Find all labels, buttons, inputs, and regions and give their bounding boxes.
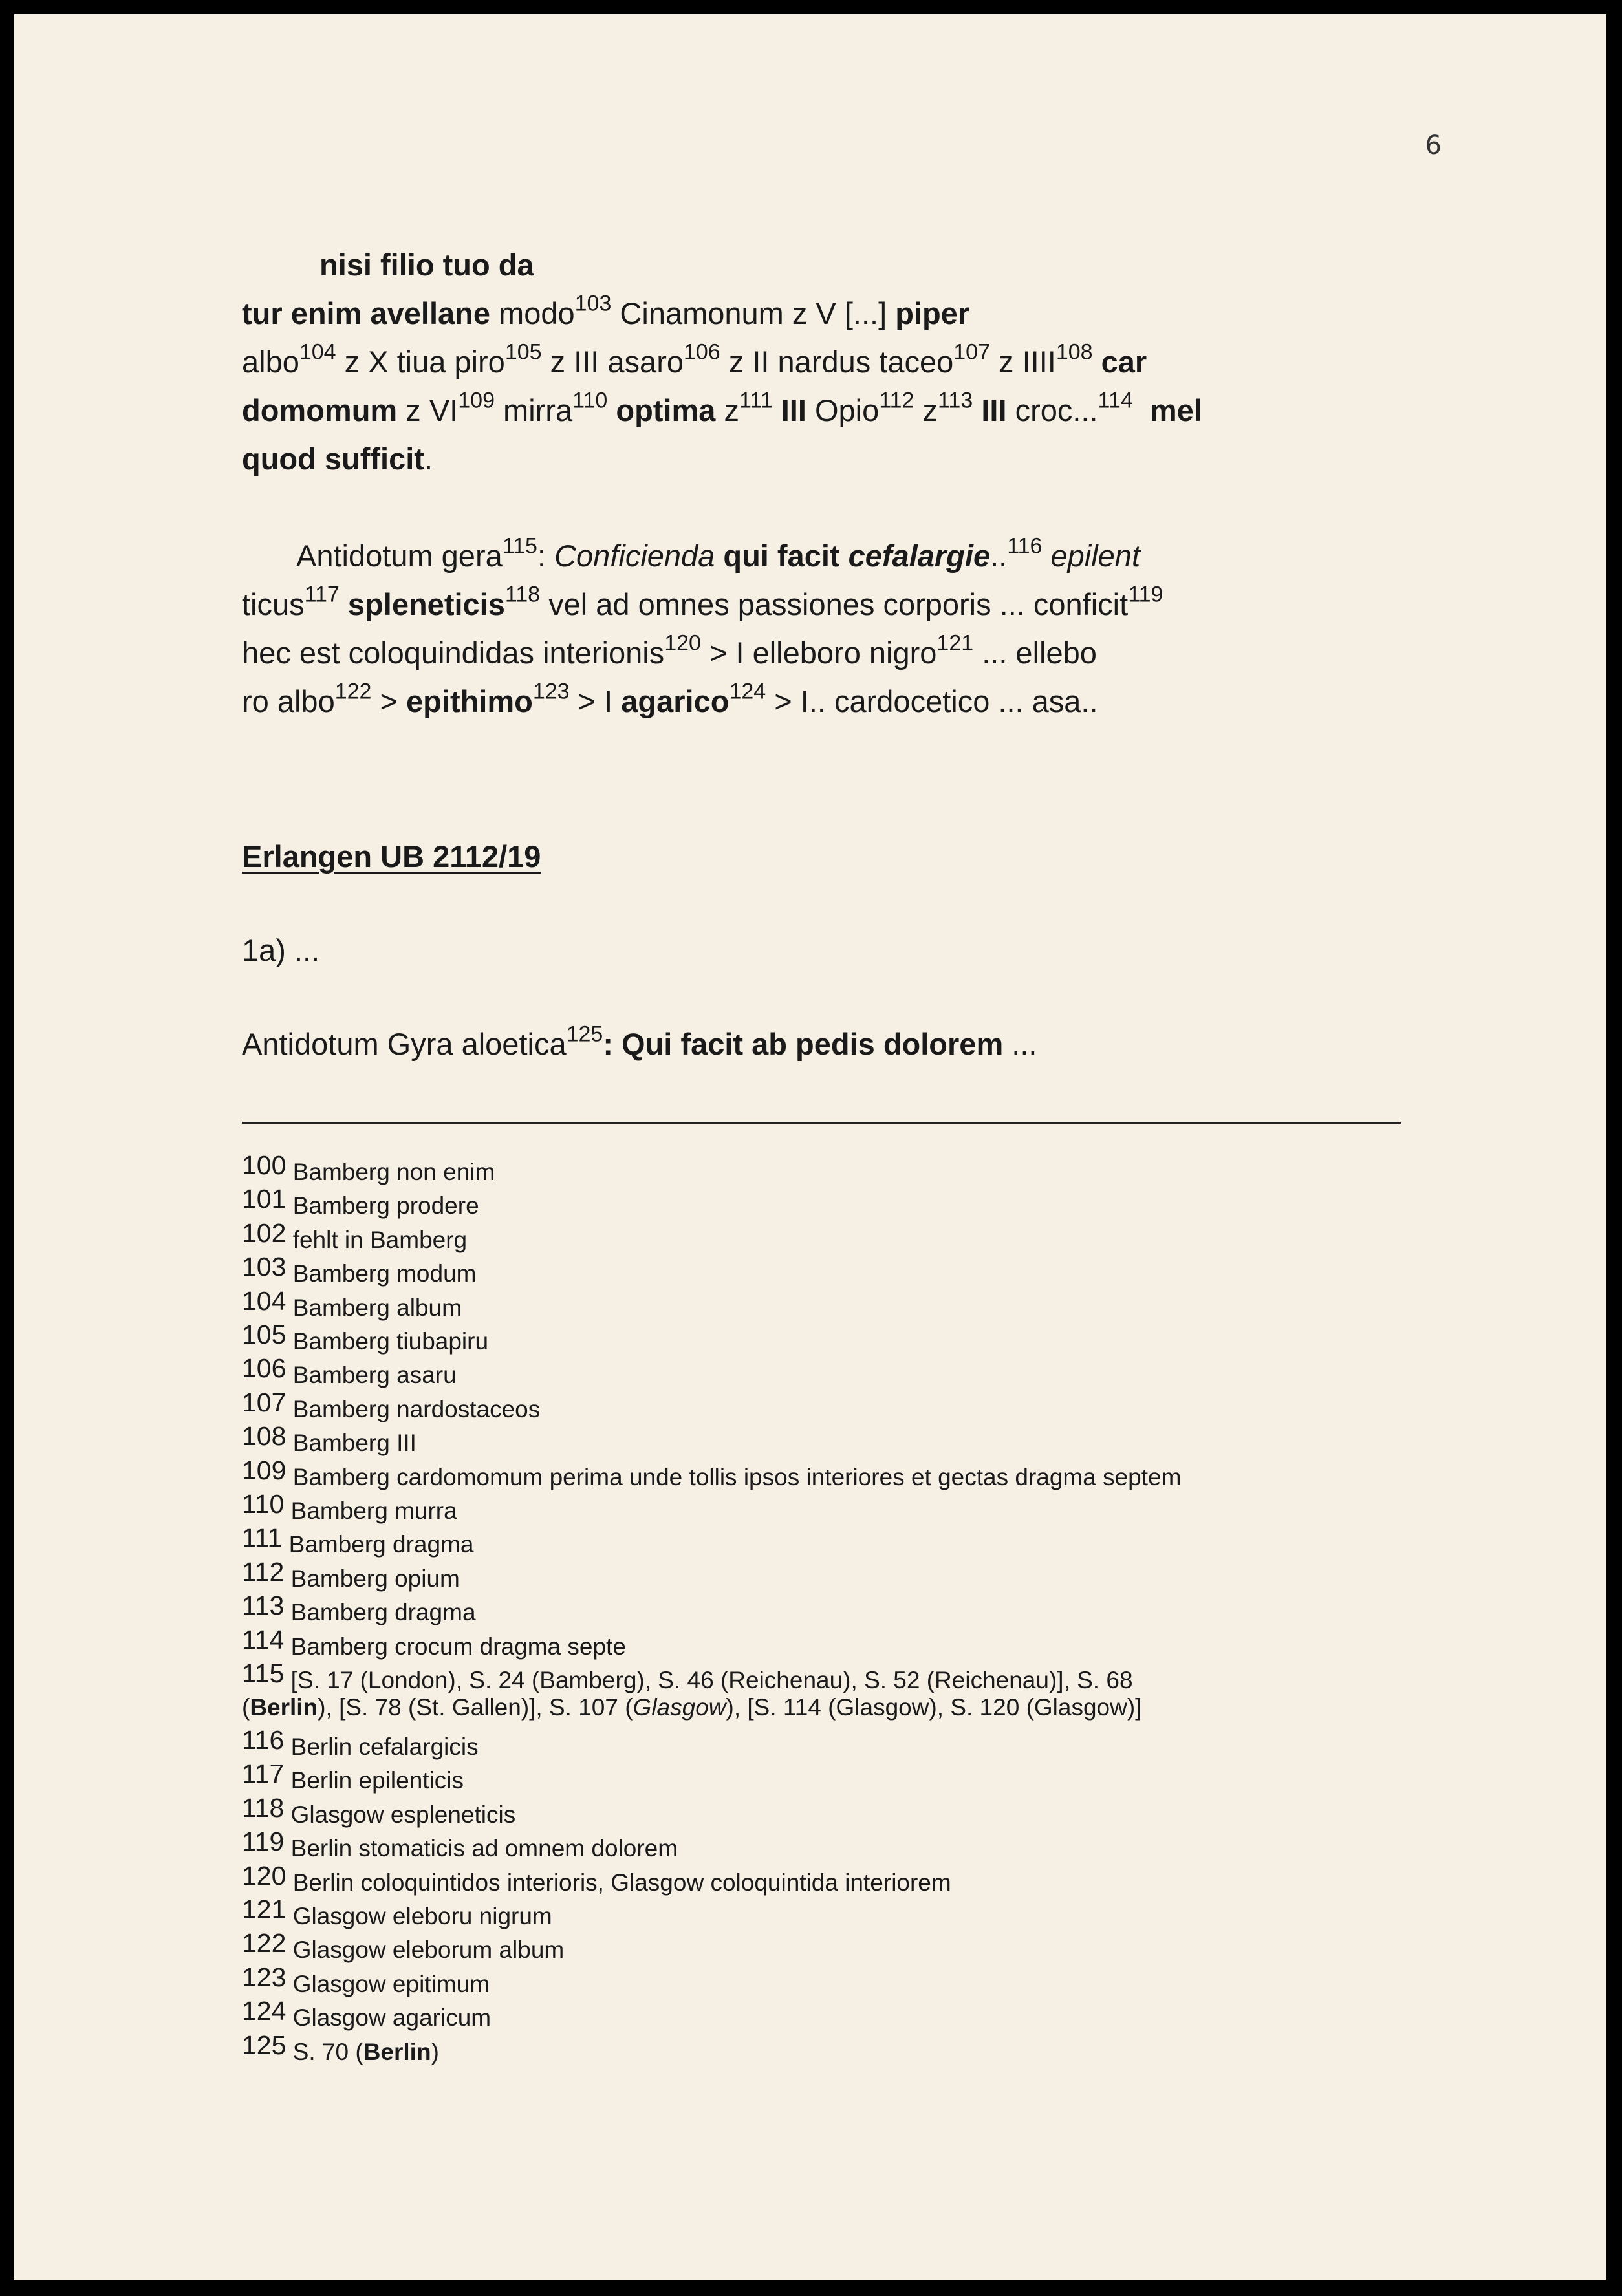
footnote-text xyxy=(284,1733,478,1760)
footnote-number: 118 xyxy=(242,1792,285,1823)
text: z IIII xyxy=(990,345,1056,379)
spacer xyxy=(242,725,1406,832)
footnote-text xyxy=(284,1565,459,1592)
bold-text: optima xyxy=(616,393,716,427)
footnote-number: 121 xyxy=(242,1894,287,1924)
page-number: 6 xyxy=(1425,131,1442,160)
footnote-number: 111 xyxy=(242,1523,283,1553)
footnote-117 xyxy=(242,1757,1438,1794)
text-line xyxy=(242,289,1406,338)
bold-text: III xyxy=(981,393,1007,427)
footnote-text-content: Berlin stomaticis ad omnem dolorem xyxy=(290,1835,678,1862)
footnote-ref[interactable]: 117 xyxy=(304,582,340,607)
footnote-number: 108 xyxy=(242,1421,287,1452)
footnote-number: 101 xyxy=(242,1184,287,1214)
footnote-text xyxy=(286,1362,456,1388)
text: ticus xyxy=(242,587,305,621)
footnote-text xyxy=(286,1971,490,1997)
footnote-112 xyxy=(242,1556,1438,1592)
footnote-ref[interactable]: 110 xyxy=(572,388,608,413)
footnote-text-content: Glasgow eleboru nigrum xyxy=(292,1902,552,1929)
text: : xyxy=(537,539,555,573)
text-line xyxy=(242,580,1406,628)
text: mirra xyxy=(494,393,573,427)
footnote-number: 125 xyxy=(242,2030,287,2060)
text: Antidotum Gyra aloetica xyxy=(242,1027,567,1061)
text xyxy=(607,393,616,427)
footnote-text xyxy=(286,2039,438,2065)
footnote-text xyxy=(284,1835,678,1861)
footnote-text xyxy=(286,1464,1181,1490)
footnote-text-content: S. 70 ( xyxy=(292,2038,363,2065)
footnote-ref[interactable]: 116 xyxy=(1007,533,1043,559)
footnote-number: 116 xyxy=(242,1724,285,1755)
footnote-text-content: Bamberg cardomomum perima unde tollis ipsos interiores et gectas dragma septem xyxy=(292,1463,1182,1490)
footnote-124 xyxy=(242,1995,1438,2032)
text xyxy=(840,539,849,573)
text xyxy=(1093,345,1101,379)
footnote-text xyxy=(286,1396,540,1422)
footnote-text-content: fehlt in Bamberg xyxy=(292,1226,468,1253)
footnote-121 xyxy=(242,1893,1438,1927)
text-line xyxy=(242,338,1406,386)
footnote-text xyxy=(286,2004,491,2031)
text: croc... xyxy=(1006,393,1098,427)
text: albo xyxy=(242,345,299,379)
footnote-number: 115 xyxy=(242,1658,285,1689)
footnote-text-content: Bamberg dragma xyxy=(290,1599,476,1626)
footnote-ref[interactable]: 119 xyxy=(1128,582,1163,607)
footnote-number: 117 xyxy=(242,1759,285,1789)
footnote-ref[interactable]: 112 xyxy=(879,388,914,413)
footnote-100 xyxy=(242,1149,1438,1183)
footnote-ref[interactable]: 103 xyxy=(574,291,612,316)
footnote-text-content: Berlin epilenticis xyxy=(290,1767,464,1794)
footnote-text xyxy=(284,1497,457,1524)
document-page xyxy=(14,14,1606,2280)
italic-text: epilent xyxy=(1050,539,1140,573)
text-line xyxy=(242,677,1406,725)
footnote-ref[interactable]: 106 xyxy=(683,339,720,365)
footnote-119 xyxy=(242,1825,1438,1862)
bold-text: Qui facit ab pedis dolorem xyxy=(622,1027,1004,1061)
text-line xyxy=(242,435,1406,483)
footnote-107 xyxy=(242,1386,1438,1420)
footnote-ref[interactable]: 109 xyxy=(458,388,495,413)
list-item: 1a) ... xyxy=(242,933,320,967)
footnote-text-content: Glasgow espleneticis xyxy=(290,1801,516,1828)
footnote-text xyxy=(282,1531,473,1558)
footnote-ref[interactable]: 105 xyxy=(504,339,542,365)
footnote-divider xyxy=(242,1122,1401,1124)
text: ), [S. 78 (St. Gallen)], S. 107 ( xyxy=(318,1693,633,1721)
footnote-text xyxy=(286,1937,564,1963)
footnote-text xyxy=(284,1633,626,1660)
footnote-text xyxy=(284,1667,1132,1693)
footnote-text xyxy=(286,1430,416,1456)
footnote-text xyxy=(284,1599,475,1625)
footnote-ref[interactable]: 118 xyxy=(504,582,541,607)
text: z III asaro xyxy=(541,345,684,379)
footnote-number: 103 xyxy=(242,1252,287,1282)
footnote-number: 114 xyxy=(242,1624,285,1655)
footnote-text-content: Bamberg murra xyxy=(290,1497,457,1525)
text: z VI xyxy=(397,393,459,427)
footnote-120 xyxy=(242,1860,1438,1896)
footnote-113 xyxy=(242,1589,1438,1626)
footnote-104 xyxy=(242,1285,1438,1321)
footnote-123 xyxy=(242,1961,1438,1995)
footnote-number: 112 xyxy=(242,1556,285,1587)
footnote-text xyxy=(284,1767,464,1794)
footnote-125 xyxy=(242,2029,1438,2063)
footnote-text xyxy=(284,1801,515,1828)
footnote-text-content: Berlin coloquintidos interioris, Glasgow coloquintida interiorem xyxy=(292,1869,951,1896)
footnote-ref[interactable]: 125 xyxy=(566,1022,603,1047)
text-line xyxy=(242,628,1406,677)
italic-text: Conficienda xyxy=(554,539,715,573)
text: . xyxy=(424,442,433,476)
spacer xyxy=(242,881,1406,926)
footnote-text-content: Glasgow agaricum xyxy=(292,2004,492,2032)
bold-text: tur enim avellane xyxy=(242,296,490,330)
text: vel ad omnes passiones corporis ... conficit xyxy=(540,587,1129,621)
footnote-text-content: Bamberg opium xyxy=(290,1565,460,1592)
footnote-text xyxy=(286,1159,495,1185)
footnote-101 xyxy=(242,1183,1438,1219)
text xyxy=(773,393,781,427)
footnote-text-content: Bamberg nardostaceos xyxy=(292,1395,541,1422)
footnote-number: 105 xyxy=(242,1320,287,1350)
footnote-ref[interactable]: 121 xyxy=(936,630,974,656)
bold-text: agarico xyxy=(621,684,730,718)
bold-text: spleneticis xyxy=(347,587,505,621)
footnote-text-content: Bamberg tiubapiru xyxy=(292,1328,489,1355)
footnote-text-content: Glasgow eleborum album xyxy=(292,1937,565,1964)
text: modo xyxy=(490,296,575,330)
footnote-text xyxy=(242,1694,1141,1721)
footnote-122 xyxy=(242,1927,1438,1964)
footnote-116 xyxy=(242,1724,1438,1760)
footnote-number: 106 xyxy=(242,1353,287,1384)
text: z xyxy=(715,393,739,427)
text-line xyxy=(242,241,1406,289)
text: hec est coloquindidas interionis xyxy=(242,636,665,670)
footnote-text-content: Bamberg dragma xyxy=(288,1531,474,1558)
text: z X tiua piro xyxy=(336,345,505,379)
footnote-number: 124 xyxy=(242,1996,287,2026)
bold-text: qui facit xyxy=(723,539,840,573)
footnote-ref[interactable]: 115 xyxy=(502,533,537,559)
bold-text: Berlin xyxy=(363,2038,431,2065)
text xyxy=(1133,393,1150,427)
footnote-text xyxy=(286,1328,488,1355)
bold-text: car xyxy=(1101,345,1147,379)
footnote-ref[interactable]: 123 xyxy=(532,679,570,704)
text: > I.. cardocetico ... asa.. xyxy=(766,684,1098,718)
footnote-111 xyxy=(242,1521,1438,1558)
text: > xyxy=(371,684,407,718)
bold-text: piper xyxy=(895,296,970,330)
footnote-ref[interactable]: 108 xyxy=(1055,339,1093,365)
footnote-text-content: Berlin cefalargicis xyxy=(290,1733,479,1760)
text: ), [S. 114 (Glasgow), S. 120 (Glasgow)] xyxy=(726,1693,1142,1721)
footnotes xyxy=(242,1149,1438,2063)
footnote-ref[interactable]: 113 xyxy=(938,388,973,413)
spacer xyxy=(242,974,1406,1020)
footnote-number: 100 xyxy=(242,1150,287,1180)
text: Cinamonum z V [...] xyxy=(611,296,896,330)
text: z xyxy=(914,393,938,427)
footnote-text-content: [S. 17 (London), S. 24 (Bamberg), S. 46 (Reichenau), S. 52 (Reichenau)], S. 68 xyxy=(290,1667,1133,1694)
footnote-number: 102 xyxy=(242,1218,287,1248)
text: ro albo xyxy=(242,684,335,718)
footnote-text xyxy=(286,1294,461,1321)
footnote-number: 119 xyxy=(242,1827,285,1857)
text-line xyxy=(242,1020,1406,1068)
text: z II nardus taceo xyxy=(720,345,954,379)
text xyxy=(715,539,723,573)
footnote-number: 109 xyxy=(242,1455,287,1485)
footnote-number: 104 xyxy=(242,1285,287,1316)
footnote-118 xyxy=(242,1792,1438,1828)
footnote-105 xyxy=(242,1318,1438,1355)
footnote-ref[interactable]: 111 xyxy=(739,388,773,413)
footnote-number: 120 xyxy=(242,1860,287,1891)
text: ... xyxy=(1003,1027,1037,1061)
footnote-text-content: Glasgow epitimum xyxy=(292,1970,490,1997)
text xyxy=(1042,539,1050,573)
text: Opio xyxy=(806,393,880,427)
bold-text: epithimo xyxy=(406,684,533,718)
footnote-103 xyxy=(242,1250,1438,1287)
text-line xyxy=(242,386,1406,435)
footnote-text-content: Bamberg modum xyxy=(292,1260,477,1287)
text: > I elleboro nigro xyxy=(700,636,937,670)
footnote-ref[interactable]: 122 xyxy=(334,679,372,704)
footnote-number: 123 xyxy=(242,1962,287,1992)
text: > I xyxy=(569,684,622,718)
footnote-text xyxy=(286,1903,552,1929)
footnote-number: 110 xyxy=(242,1489,285,1519)
text-line xyxy=(242,531,1406,580)
footnote-109 xyxy=(242,1454,1438,1488)
footnote-115 xyxy=(242,1657,1438,1694)
text: Antidotum gera xyxy=(296,539,503,573)
footnote-number: 122 xyxy=(242,1928,287,1958)
footnote-102 xyxy=(242,1217,1438,1253)
bold-text: : xyxy=(603,1027,622,1061)
footnote-text-content: Bamberg asaru xyxy=(292,1362,457,1389)
footnote-115-continuation xyxy=(242,1691,1438,1724)
spacer xyxy=(242,483,1406,531)
footnote-ref[interactable]: 120 xyxy=(664,630,701,656)
footnote-text xyxy=(286,1192,479,1219)
footnote-text xyxy=(286,1227,467,1253)
footnote-ref[interactable]: 107 xyxy=(953,339,990,365)
footnote-number: 107 xyxy=(242,1387,287,1417)
bold-text: domomum xyxy=(242,393,398,427)
bold-text: mel xyxy=(1149,393,1202,427)
text: ( xyxy=(242,1693,250,1721)
footnote-ref[interactable]: 124 xyxy=(729,679,766,704)
italic-text: Glasgow xyxy=(633,1693,726,1721)
footnote-text-content: Bamberg crocum dragma septe xyxy=(290,1633,626,1660)
bold-text: III xyxy=(781,393,806,427)
footnote-text xyxy=(286,1260,476,1287)
footnote-text-content: Bamberg prodere xyxy=(292,1192,479,1219)
text xyxy=(340,587,348,621)
footnote-text-content: Bamberg album xyxy=(292,1294,462,1321)
footnote-text xyxy=(286,1869,951,1896)
main-text xyxy=(242,241,1406,1068)
section-heading: Erlangen UB 2112/19 xyxy=(242,839,541,874)
bold-text: nisi filio tuo da xyxy=(319,248,534,282)
footnote-text-content: Bamberg III xyxy=(292,1430,416,1457)
footnote-110 xyxy=(242,1488,1438,1525)
bold-italic-text: cefalargie xyxy=(848,539,991,573)
footnote-106 xyxy=(242,1352,1438,1389)
footnote-ref[interactable]: 114 xyxy=(1098,388,1133,413)
footnote-text-content: Bamberg non enim xyxy=(292,1159,495,1185)
footnote-114 xyxy=(242,1624,1438,1660)
text: ) xyxy=(431,2038,439,2065)
bold-text: Berlin xyxy=(250,1693,318,1721)
text: .. xyxy=(990,539,1008,573)
footnote-ref[interactable]: 104 xyxy=(299,339,336,365)
footnote-number: 113 xyxy=(242,1591,285,1621)
bold-text: quod sufficit xyxy=(242,442,424,476)
text: ... ellebo xyxy=(973,636,1097,670)
footnote-108 xyxy=(242,1420,1438,1457)
text xyxy=(973,393,981,427)
